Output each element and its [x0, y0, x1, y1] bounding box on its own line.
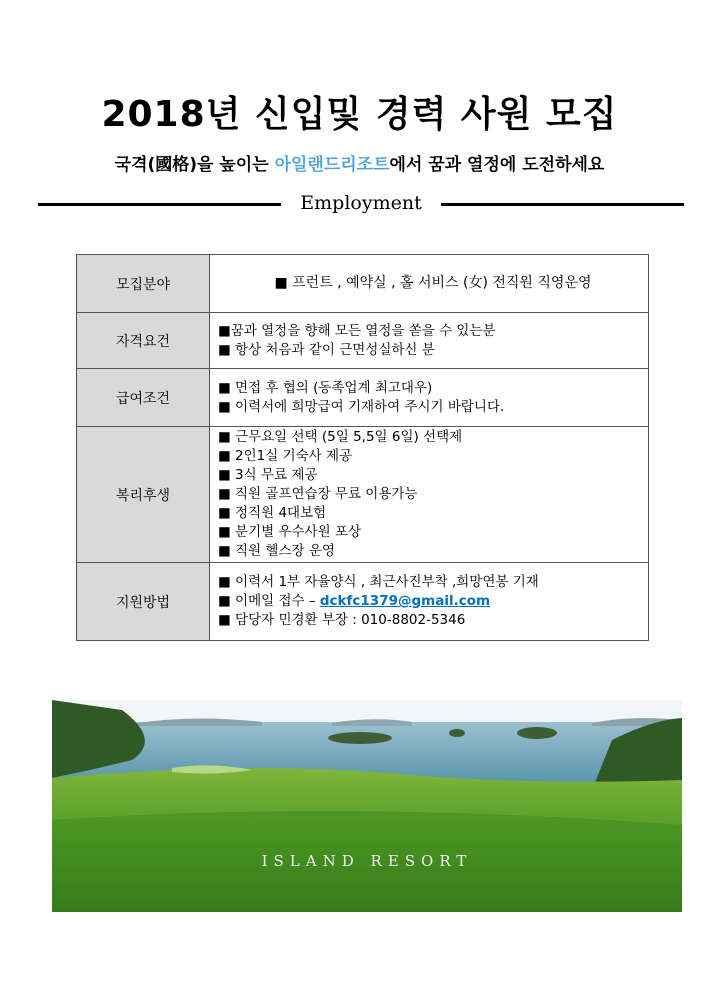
resort-name-highlight: 아일랜드리조트	[274, 155, 390, 175]
table-row-recruit-field	[77, 255, 649, 313]
row-label: 지원방법	[77, 563, 210, 641]
content-line: ■ 2인1실 기숙사 제공	[218, 448, 353, 464]
resort-photo	[52, 700, 682, 912]
content-line: ■ 프런트 , 예약실 , 홀 서비스 (女) 전직원 직영운영	[274, 275, 592, 291]
email-link[interactable]: dckfc1379@gmail.com	[319, 593, 491, 609]
divider-line-right	[441, 203, 684, 206]
content-line	[218, 592, 648, 611]
row-label: 급여조건	[77, 369, 210, 427]
table-row-how-to-apply	[77, 563, 649, 641]
content-line: ■ 근무요일 선택 (5일 5,5일 6일) 선택제	[218, 429, 463, 445]
row-label: 모집분야	[77, 255, 210, 313]
content-line: ■ 분기별 우수사원 포상	[218, 524, 361, 540]
content-line: ■ 3식 무료 제공	[218, 467, 318, 483]
subtitle-text-before: 국격(國格)을 높이는	[114, 155, 275, 175]
subtitle	[0, 150, 719, 175]
employment-divider	[38, 192, 684, 218]
page-title: 2018년 신입및 경력 사원 모집	[101, 94, 618, 135]
row-content	[210, 255, 649, 313]
row-content	[210, 313, 649, 369]
row-content	[210, 369, 649, 427]
content-line: ■ 면접 후 협의 (동족업계 최고대우)	[218, 379, 433, 396]
resort-caption: ISLAND RESORT	[261, 852, 473, 870]
recruitment-table	[76, 254, 649, 641]
table-row-qualifications	[77, 313, 649, 369]
content-line: ■ 이력서에 희망급여 기재하여 주시기 바랍니다.	[218, 398, 505, 415]
content-line: ■ 이력서 1부 자율양식 , 최근사진부착 ,희망연봉 기재	[218, 574, 539, 590]
divider-line-left	[38, 203, 281, 206]
row-label: 복리후생	[77, 427, 210, 563]
content-line: ■ 정직원 4대보험	[218, 505, 327, 521]
resort-landscape-image	[52, 700, 682, 912]
row-content	[210, 563, 649, 641]
content-line: ■ 담당자 민경환 부장 : 010-8802-5346	[218, 612, 466, 628]
content-line: ■ 직원 헬스장 운영	[218, 543, 335, 559]
table-row-salary	[77, 369, 649, 427]
content-line: ■ 항상 처음과 같이 근면성실하신 분	[218, 341, 435, 358]
row-label: 자격요건	[77, 313, 210, 369]
content-line: ■꿈과 열정을 향해 모든 열정을 쏟을 수 있는분	[218, 322, 496, 339]
row-content	[210, 427, 649, 563]
subtitle-text-after: 에서 꿈과 열정에 도전하세요	[389, 155, 605, 175]
content-line: ■ 직원 골프연습장 무료 이용가능	[218, 486, 418, 502]
email-prefix: ■ 이메일 접수 –	[218, 593, 320, 609]
table-row-benefits	[77, 427, 649, 563]
employment-label: Employment	[300, 192, 422, 214]
